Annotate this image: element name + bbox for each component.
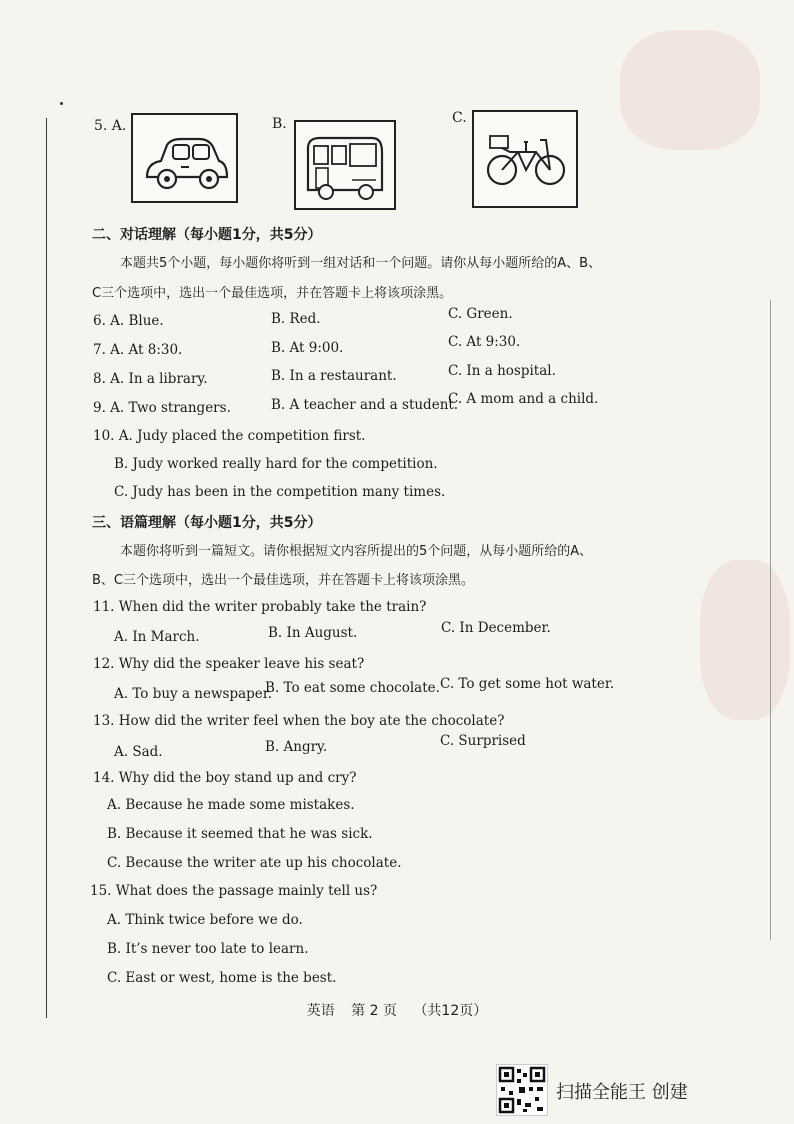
q5-option-b-label: B.: [272, 116, 287, 132]
footer-page-number: 第 2 页: [351, 1003, 397, 1019]
q15-option-a: A. Think twice before we do.: [107, 912, 303, 928]
q12-stem: 12. Why did the speaker leave his seat?: [93, 656, 365, 672]
q5-option-b-picture: [294, 120, 396, 210]
q14-option-a: A. Because he made some mistakes.: [107, 797, 355, 813]
q13-option-c: C. Surprised: [440, 733, 526, 749]
q12-option-c: C. To get some hot water.: [440, 676, 615, 692]
q5-option-c-label: C.: [452, 110, 467, 126]
q15-option-c: C. East or west, home is the best.: [107, 970, 337, 986]
q11-option-c: C. In December.: [441, 620, 551, 636]
q14-stem: 14. Why did the boy stand up and cry?: [93, 770, 357, 786]
scan-dot: [60, 102, 63, 105]
q5-option-a-label: 5. A.: [94, 118, 127, 134]
q7-option-a: 7. A. At 8:30.: [93, 342, 183, 358]
q13-option-a: A. Sad.: [114, 744, 163, 760]
q6-option-c: C. Green.: [448, 306, 513, 322]
q13-option-b: B. Angry.: [265, 739, 328, 755]
q9-option-a: 9. A. Two strangers.: [93, 400, 231, 416]
section-2-heading: 二、对话理解（每小题1分，共5分）: [92, 227, 322, 243]
section-3-instruction-2: B、C三个选项中，选出一个最佳选项，并在答题卡上将该项涂黑。: [92, 573, 474, 588]
question-5: [0, 110, 794, 210]
q14-option-c: C. Because the writer ate up his chocolate.: [107, 855, 402, 871]
footer-page-total: （共12页）: [413, 1003, 488, 1019]
faint-stamp-residue: [700, 560, 790, 720]
q10-option-c: C. Judy has been in the competition many times.: [114, 484, 446, 500]
q8-option-c: C. In a hospital.: [448, 363, 556, 379]
q5-option-a-picture: [131, 113, 238, 203]
qr-code-icon: [496, 1064, 548, 1116]
q12-option-a: A. To buy a newspaper.: [114, 686, 273, 702]
section-3-heading: 三、语篇理解（每小题1分，共5分）: [92, 515, 322, 531]
scanner-watermark: 扫描全能王 创建: [556, 1082, 688, 1103]
q6-option-a: 6. A. Blue.: [93, 313, 164, 329]
q12-option-b: B. To eat some chocolate.: [265, 680, 440, 696]
q9-option-b: B. A teacher and a student.: [271, 397, 459, 413]
q11-stem: 11. When did the writer probably take the train?: [93, 599, 427, 615]
q11-option-b: B. In August.: [268, 625, 358, 641]
q11-option-a: A. In March.: [114, 629, 200, 645]
bus-icon: [296, 122, 394, 208]
q13-stem: 13. How did the writer feel when the boy ate the chocolate?: [93, 713, 505, 729]
q15-stem: 15. What does the passage mainly tell us?: [90, 883, 378, 899]
page-footer: [0, 1000, 794, 1020]
section-3-instruction-1: 本题你将听到一篇短文。请你根据短文内容所提出的5个问题，从每小题所给的A、: [120, 544, 593, 559]
car-icon: [133, 115, 236, 201]
q10-option-b: B. Judy worked really hard for the competition.: [114, 456, 438, 472]
q7-option-c: C. At 9:30.: [448, 334, 521, 350]
q7-option-b: B. At 9:00.: [271, 340, 344, 356]
q6-option-b: B. Red.: [271, 311, 321, 327]
q5-option-c-picture: [472, 110, 578, 208]
q9-option-c: C. A mom and a child.: [448, 391, 599, 407]
right-bleed-line: [770, 300, 771, 940]
q15-option-b: B. It’s never too late to learn.: [107, 941, 309, 957]
q8-option-b: B. In a restaurant.: [271, 368, 397, 384]
q14-option-b: B. Because it seemed that he was sick.: [107, 826, 373, 842]
footer-subject: 英语: [306, 1003, 335, 1019]
q8-option-a: 8. A. In a library.: [93, 371, 208, 387]
left-margin-line: [46, 118, 47, 1018]
bicycle-icon: [474, 112, 576, 206]
q10-option-a: 10. A. Judy placed the competition first.: [93, 428, 366, 444]
section-2-instruction-1: 本题共5个小题，每小题你将听到一组对话和一个问题。请你从每小题所给的A、B、: [120, 256, 602, 271]
section-2-instruction-2: C三个选项中，选出一个最佳选项，并在答题卡上将该项涂黑。: [92, 286, 453, 301]
